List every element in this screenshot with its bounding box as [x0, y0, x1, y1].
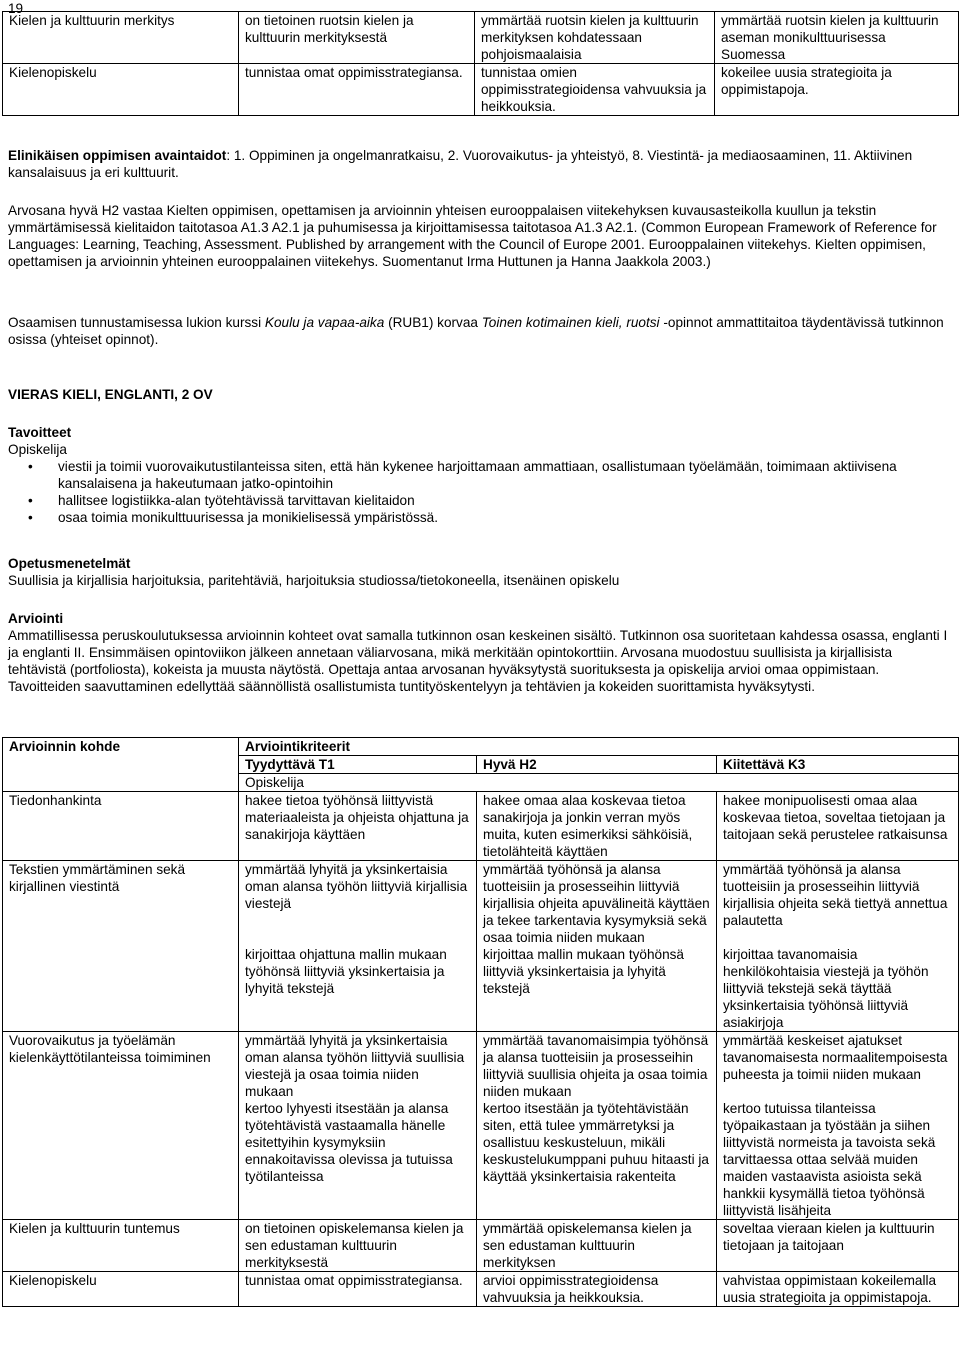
student-label: Opiskelija [239, 774, 959, 792]
table-cell: Kielenopiskelu [3, 1272, 239, 1307]
table-row [3, 64, 959, 116]
table-cell: arvioi oppimisstrategioidensa vahvuuksia ja heikkouksia. [477, 1272, 717, 1307]
key-skills-label: Elinikäisen oppimisen avaintaidot [8, 148, 227, 163]
table-cell: Tekstien ymmärtäminen sekä kirjallinen viestintä [3, 861, 239, 1032]
table-row [3, 1272, 959, 1307]
list-item: • hallitsee logistiikka-alan työtehtävissä tarvittavan kielitaidon [8, 492, 932, 509]
table-cell: tunnistaa omat oppimisstrategiansa. [239, 64, 475, 116]
goals-subheading: Opiskelija [8, 442, 67, 457]
goals-heading: Tavoitteet [8, 425, 72, 440]
table-cell: tunnistaa omat oppimisstrategiansa. [239, 1272, 477, 1307]
table-cell: ymmärtää ruotsin kielen ja kulttuurin aseman monikulttuurisessa Suomessa [715, 12, 959, 64]
criteria-table-continued [2, 11, 959, 116]
table-cell: ymmärtää lyhyitä ja yksinkertaisia oman alansa työhön liittyviä kirjallisia viestejä [239, 861, 477, 947]
table-cell: hakee tietoa työhönsä liittyvistä materiaaleista ja ohjeista ohjattuna ja sanakirjoja käyttäen [239, 792, 477, 861]
table-cell: kirjoittaa mallin mukaan työhönsä liittyviä yksinkertaisia ja lyhyitä tekstejä [477, 946, 717, 1032]
table-cell: on tietoinen opiskelemansa kielen ja sen edustaman kulttuurin merkityksestä [239, 1220, 477, 1272]
table-row [3, 1220, 959, 1272]
assessment-text: Ammatillisessa peruskoulutuksessa arvioinnin kohteet ovat samalla tutkinnon osan keskeinen sisältö. Tutkinnon osa suoritetaan kahdessa osassa, englanti I ja englanti II. Ensimmäisen opintoviikon jälkeen annetaan väliarvosana, mikä merkitään opintokorttiin. Arvosana muodostuu suullisista ja kirjallisista tehtävistä (portfoliosta), kokeista ja muusta näytöstä. Opettaja antaa arvosanan hyväksytystä suorituksesta ja opiskelija arvioi omaa oppimistaan. Tavoitteiden saavuttaminen edellyttää säännöllistä osallistumista tuntityöskentelyyn ja tehtävien ja kokeiden suorittamista hyväksytysti. [8, 628, 948, 694]
table-cell: ymmärtää keskeiset ajatukset tavanomaisesta normaalitempoisesta puheesta ja toimii niiden mukaan [717, 1032, 959, 1101]
table-cell: kertoo lyhyesti itsestään ja alansa työtehtävistä vastaamalla hänelle esitettyihin kysymyksiin ennakoitavissa olevissa ja tutuissa työtilanteissa [239, 1100, 477, 1220]
table-cell: soveltaa vieraan kielen ja kulttuurin tietojaan ja taitojaan [717, 1220, 959, 1272]
table-cell: Vuorovaikutus ja työelämän kielenkäyttötilanteissa toimiminen [3, 1032, 239, 1220]
level-header-h2: Hyvä H2 [477, 756, 717, 774]
table-cell: vahvistaa oppimistaan kokeilemalla uusia strategioita ja oppimistapoja. [717, 1272, 959, 1307]
level-header-k3: Kiitettävä K3 [717, 756, 959, 774]
table-cell: kertoo itsestään ja työtehtävistään siten, että tulee ymmärretyksi ja osallistuu keskusteluun, mikäli keskustelukumppani puhuu hitaasti ja käyttää yksinkertaisia rakenteita [477, 1100, 717, 1220]
key-skills-text: : 1. Oppiminen ja ongelmanratkaisu, 2. Vuorovaikutus- ja yhteistyö, 8. Viestintä- ja mediaosaaminen, 11. Aktiivinen kansalaisuus ja eri kulttuurit. [8, 148, 913, 180]
table-cell: ymmärtää tavanomaisimpia työhönsä ja alansa tuotteisiin ja prosesseihin liittyviä suullisia ohjeita ja osaa toimia niiden mukaan [477, 1032, 717, 1101]
list-item: • viestii ja toimii vuorovaikutustilanteissa siten, että hän kykenee harjoittamaan ammattiaan, osallistumaan työelämään, toimimaan aktiivisena kansalaisena ja hakeutumaan jatko-opintoihin [8, 458, 932, 492]
table-row [3, 861, 959, 947]
table-header-row [3, 738, 959, 756]
section-title: VIERAS KIELI, ENGLANTI, 2 OV [8, 387, 213, 402]
table-cell: hakee omaa alaa koskevaa tietoa sanakirjoja ja jonkin verran myös muita, kuten esimerkiksi sähköisiä, tietolähteitä käyttäen [477, 792, 717, 861]
table-cell: Kielen ja kulttuurin tuntemus [3, 1220, 239, 1272]
table-cell: Kielen ja kulttuurin merkitys [3, 12, 239, 64]
table-cell: ymmärtää työhönsä ja alansa tuotteisiin ja prosesseihin liittyviä kirjallisia ohjeita apuvälineitä käyttäen ja tekee tarkentavia kysymyksiä sekä osaa toimia niiden mukaan [477, 861, 717, 947]
table-cell: kertoo tutuissa tilanteissa työpaikastaan ja työstään ja siihen liittyvistä normeista ja tavoista sekä tarvittaessa ottaa selvää muiden maiden vastaavista asioista sekä hankkii kysymällä tietoa työhönsä liittyvistä lisähjeita [717, 1100, 959, 1220]
table-row [3, 1032, 959, 1101]
methods-section [8, 555, 952, 589]
recognition-paragraph [8, 314, 952, 348]
table-cell: Tiedonhankinta [3, 792, 239, 861]
goals-section [8, 424, 952, 526]
table-cell: kirjoittaa tavanomaisia henkilökohtaisia viestejä ja työhön liittyviä tekstejä sekä täyttää yksinkertaisia työhönsä liittyviä asiakirjoja [717, 946, 959, 1032]
recognition-text: Osaamisen tunnustamisessa lukion kurssi [8, 315, 265, 330]
course-name: Koulu ja vapaa-aika [264, 315, 385, 330]
table-cell: ymmärtää opiskelemansa kielen ja sen edustaman kulttuurin merkityksen [477, 1220, 717, 1272]
assessment-heading: Arviointi [8, 611, 64, 626]
table-cell: kirjoittaa ohjattuna mallin mukaan työhönsä liittyviä yksinkertaisia ja lyhyitä tekstejä [239, 946, 477, 1032]
table-cell: kokeilee uusia strategioita ja oppimistapoja. [715, 64, 959, 116]
table-row [3, 792, 959, 861]
table-cell: ymmärtää työhönsä ja alansa tuotteisiin ja prosesseihin liittyviä kirjallisia ohjeita sekä tiettyä annettua palautetta [717, 861, 959, 947]
recognition-text: -opinnot ammattitaitoa täydentävissä tutkinnon osissa (yhteiset opinnot). [8, 315, 944, 347]
methods-text: Suullisia ja kirjallisia harjoituksia, paritehtäviä, harjoituksia studiossa/tietokoneella, itsenäinen opiskelu [8, 573, 620, 588]
table-cell: ymmärtää lyhyitä ja yksinkertaisia oman alansa työhön liittyviä suullisia viestejä ja osaa toimia niiden mukaan [239, 1032, 477, 1101]
methods-heading: Opetusmenetelmät [8, 556, 131, 571]
list-item: • osaa toimia monikulttuurisessa ja monikielisessä ympäristössä. [8, 509, 932, 526]
level-header-t1: Tyydyttävä T1 [239, 756, 477, 774]
table-cell: hakee monipuolisesti omaa alaa koskevaa tietoa, soveltaa tietojaan ja taitojaan sekä perustelee ratkaisunsa [717, 792, 959, 861]
table-row [3, 12, 959, 64]
recognition-text: (RUB1) korvaa [384, 315, 482, 330]
column-header-criteria: Arviointikriteerit [239, 738, 959, 756]
page-number: 19 [8, 1, 24, 16]
table-cell: ymmärtää ruotsin kielen ja kulttuurin merkityksen kohdatessaan pohjoismaalaisia [475, 12, 715, 64]
table-cell: Kielenopiskelu [3, 64, 239, 116]
table-cell: on tietoinen ruotsin kielen ja kulttuurin merkityksestä [239, 12, 475, 64]
assessment-criteria-table [2, 737, 959, 1307]
cefr-paragraph: Arvosana hyvä H2 vastaa Kielten oppimisen, opettamisen ja arvioinnin yhteisen eurooppalaisen viitekehyksen kuvausasteikolla kuullun ja tekstin ymmärtämisessä kielitaidon taitotasoa A1.3 A2.1 ja puhumisessa ja kirjoittamisessa taitotasoa A1.3 A2.1. (Common European Framework of Reference for Languages: Learning, Teaching, Assessment. Published by arrangement with the Council of Europe 2001. Eurooppalainen viitekehys. Kielten oppimisen, opettamisen ja arvioinnin yhteinen eurooppalainen viitekehys. Suomentanut Irma Huttunen ja Hanna Jaakkola 2003.) [8, 203, 937, 269]
column-header-object: Arvioinnin kohde [3, 738, 239, 792]
assessment-section [8, 610, 952, 695]
subject-name: Toinen kotimainen kieli, ruotsi [481, 315, 660, 330]
goals-list [8, 458, 952, 526]
table-cell: tunnistaa omien oppimisstrategioidensa vahvuuksia ja heikkouksia. [475, 64, 715, 116]
key-skills [8, 147, 952, 181]
